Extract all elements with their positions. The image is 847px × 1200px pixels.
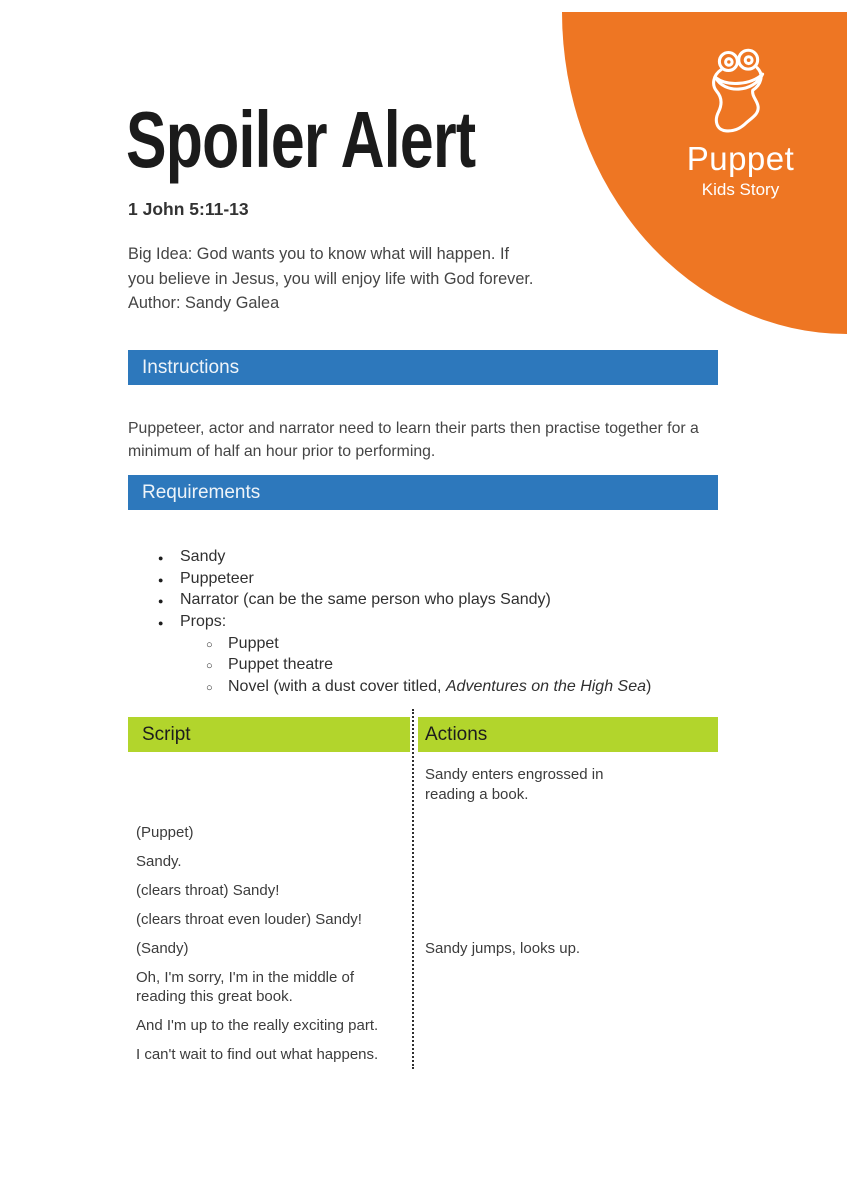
script-cell: I can't wait to find out what happens. (136, 1046, 379, 1063)
list-item-text: Novel (with a dust cover titled, Adventures on the High Sea) (228, 678, 652, 696)
script-cell: (Sandy) (136, 940, 189, 957)
list-item (128, 656, 651, 678)
list-item-text: Puppeteer (180, 569, 254, 587)
actions-cell (413, 1040, 650, 1069)
list-item (128, 635, 651, 657)
actions-cell (413, 818, 650, 847)
actions-cell: Sandy enters engrossed in reading a book. (425, 766, 604, 803)
requirements-heading: Requirements (142, 482, 261, 503)
page-title: Spoiler Alert (126, 95, 476, 184)
novel-title-italic: Adventures on the High Sea (445, 678, 647, 696)
brand-tagline: Kids Story (701, 179, 780, 199)
bullet-icon: ○ (206, 660, 213, 673)
column-header-actions: Actions (418, 717, 718, 752)
puppet-face-icon (699, 48, 783, 138)
column-header-script: Script (128, 717, 410, 752)
list-item (128, 570, 651, 592)
bullet-icon: ● (158, 596, 164, 607)
script-cell: Sandy. (136, 853, 182, 870)
list-item-text: Puppet (228, 634, 279, 652)
script-table (128, 717, 718, 1069)
actions-cell (413, 876, 650, 905)
list-item-text: Puppet theatre (228, 656, 333, 674)
actions-cell (413, 847, 650, 876)
script-cell: (clears throat) Sandy! (136, 882, 280, 899)
actions-cell (413, 905, 650, 934)
script-cell: And I'm up to the really exciting part. (136, 1017, 379, 1034)
list-item (128, 591, 651, 613)
list-item (128, 678, 651, 700)
table-body (128, 752, 718, 1069)
list-item-text: Narrator (can be the same person who plays Sandy) (180, 591, 551, 609)
list-item-text: Sandy (180, 548, 226, 565)
bullet-icon: ○ (206, 682, 213, 695)
list-item (128, 613, 651, 635)
script-cell: Oh, I'm sorry, I'm in the middle of reading this great book. (136, 969, 355, 1005)
actions-cell (413, 1011, 650, 1040)
bullet-icon: ● (158, 553, 164, 563)
instructions-heading: Instructions (142, 357, 240, 378)
instructions-body: Puppeteer, actor and narrator need to learn their parts then practise together for a minimum of half an hour prior to performing. (128, 420, 699, 460)
script-cell (128, 752, 408, 818)
script-cell: (Puppet) (136, 824, 194, 841)
big-idea-block (128, 242, 536, 316)
requirements-section-header (128, 475, 718, 510)
instructions-section-header (128, 350, 718, 385)
big-idea-text: Big Idea: God wants you to know what will happen. If you believe in Jesus, you will enjoy life with God forever. (128, 245, 534, 288)
table-header (128, 717, 718, 752)
scripture-reference: 1 John 5:11-13 (128, 199, 249, 219)
bullet-icon: ● (158, 618, 164, 629)
bullet-icon: ○ (206, 638, 213, 651)
list-item-text: Props: (180, 613, 227, 631)
requirements-list (128, 548, 651, 700)
actions-cell: Sandy jumps, looks up. (425, 940, 581, 957)
column-divider (412, 709, 414, 1069)
puppet-kids-story-logo (658, 48, 823, 200)
author-line: Author: Sandy Galea (128, 294, 280, 312)
list-item (128, 548, 651, 570)
script-cell: (clears throat even louder) Sandy! (136, 911, 362, 928)
actions-cell (413, 963, 650, 1011)
bullet-icon: ● (158, 574, 164, 585)
brand-name: Puppet (686, 140, 795, 177)
